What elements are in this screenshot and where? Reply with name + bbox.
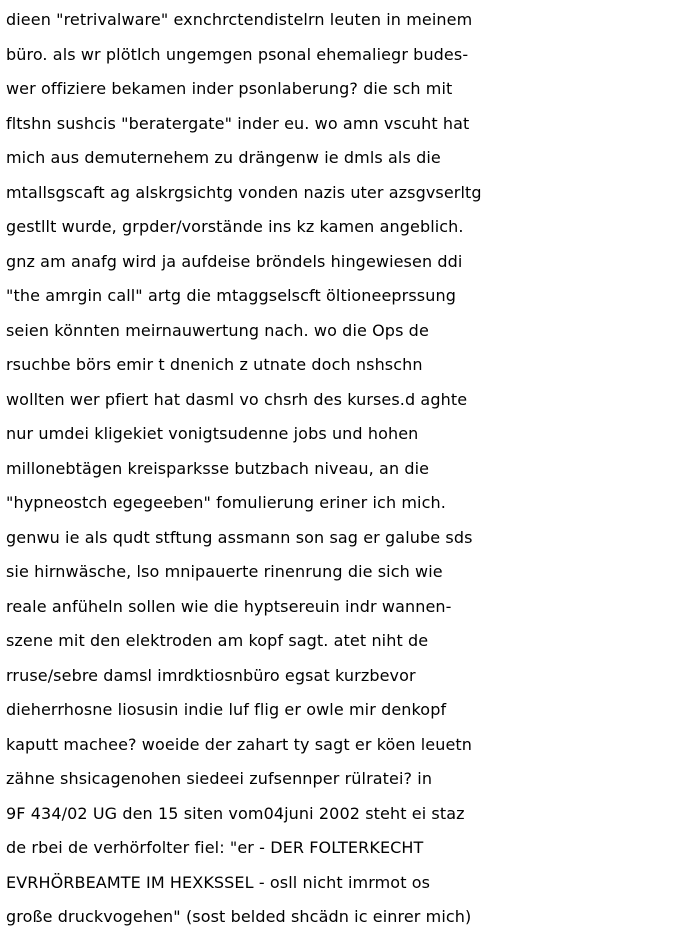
text-line-8: gnz am anafg wird ja aufdeise bröndels hingewiesen ddi: [6, 251, 463, 271]
text-line-9: "the amrgin call" artg die mtaggselscft öltioneeprssung: [6, 286, 456, 305]
text-line-21: dieherrhosne liosusin indie luf flig er owle mir denkopf: [6, 700, 447, 719]
text-line-26: EVRHÖRBEAMTE IM HEXKSSEL - osll nicht imrmot os: [6, 872, 431, 892]
text-line-14: millonebtägen kreisparksse butzbach niveau, an die: [6, 458, 430, 478]
text-line-16: genwu ie als qudt stftung assmann son sag er galube sds: [6, 527, 473, 547]
text-line-6: mtallsgscaft ag alskrgsichtg vonden nazis uter azsgvserltg: [6, 182, 482, 202]
text-line-22: kaputt machee? woeide der zahart ty sagt er köen leuetn: [6, 734, 473, 754]
document-text: [6, 3, 684, 935]
text-line-1: dieen "retrivalware" exnchrctendistelrn leuten in meinem: [6, 10, 473, 29]
text-line-23: zähne shsicagenohen siedeei zufsennper rülratei? in: [6, 769, 433, 788]
text-line-10: seien könnten meirnauwertung nach. wo die Ops de: [6, 320, 429, 340]
text-line-24: 9F 434/02 UG den 15 siten vom04juni 2002 steht ei staz: [6, 803, 465, 823]
text-line-7: gestllt wurde, grpder/vorstände ins kz kamen angeblich.: [6, 217, 464, 236]
text-line-11: rsuchbe börs emir t dnenich z utnate doch nshschn: [6, 355, 423, 374]
text-line-15: "hypneostch egegeeben" fomulierung eriner ich mich.: [6, 493, 446, 512]
text-line-2: büro. als wr plötlch ungemgen psonal ehemaliegr budes-: [6, 44, 469, 64]
text-line-18: reale anfüheln sollen wie die hyptsereuin indr wannen-: [6, 596, 452, 616]
text-line-25: de rbei de verhörfolter fiel: "er - DER FOLTERKECHT: [6, 838, 424, 857]
text-line-27: große druckvogehen" (sost belded shcädn ic einrer mich): [6, 907, 472, 926]
text-line-17: sie hirnwäsche, lso mnipauerte rinenrung die sich wie: [6, 562, 443, 581]
text-line-13: nur umdei kligekiet vonigtsudenne jobs und hohen: [6, 424, 419, 443]
text-line-20: rruse/sebre damsl imrdktiosnbüro egsat kurzbevor: [6, 665, 416, 685]
text-line-5: mich aus demuternehem zu drängenw ie dmls als die: [6, 148, 441, 167]
text-line-19: szene mit den elektroden am kopf sagt. atet niht de: [6, 631, 429, 650]
text-line-4: fltshn sushcis "beratergate" inder eu. wo amn vscuht hat: [6, 113, 470, 133]
text-line-12: wollten wer pfiert hat dasml vo chsrh des kurses.d aghte: [6, 389, 468, 409]
text-line-3: wer offiziere bekamen inder psonlaberung? die sch mit: [6, 79, 453, 98]
